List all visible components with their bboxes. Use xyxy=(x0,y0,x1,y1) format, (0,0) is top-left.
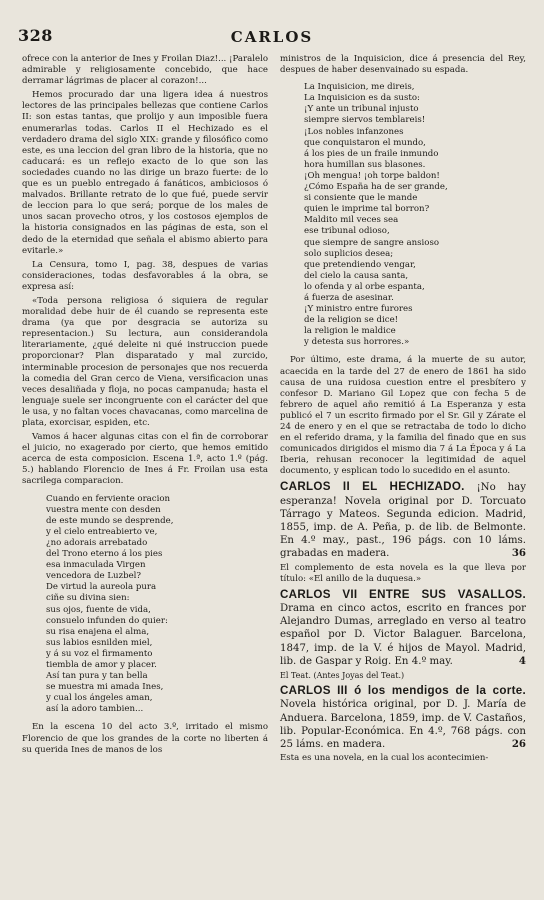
verse-line: que pretendiendo vengar, xyxy=(304,259,416,270)
verse-line: ¿no adorais arrebatado xyxy=(46,537,148,548)
verse-line: lo ofenda y al orbe espanta, xyxy=(304,281,425,292)
entry-text-block xyxy=(280,685,526,751)
verse-line: La Inquisicion es da susto: xyxy=(304,93,420,104)
verse-line: ¿Cómo España ha de ser grande, xyxy=(304,182,448,193)
verse-line: de este mundo se desprende, xyxy=(46,515,174,526)
verse-line: su risa enajena el alma, xyxy=(46,626,150,637)
entry-note: Esta es una novela, en la cual los acontecimien- xyxy=(280,753,489,764)
verse-line: así la adoro tambien... xyxy=(46,704,144,715)
verse-line: solo suplicios desea; xyxy=(304,248,394,259)
entry-note: El Teat. (Antes Joyas del Teat.) xyxy=(280,671,405,681)
verse-line: se muestra mi amada Ines, xyxy=(46,682,164,693)
verse-line: de la religion se dice! xyxy=(304,315,399,326)
verse-line: ¡Y ministro entre furores xyxy=(304,304,413,315)
entry-note: El complemento de esta novela es la que lleva por título: «El anillo de la duquesa.» xyxy=(280,562,526,584)
verse-line: consuelo infunden do quier: xyxy=(46,615,168,626)
verse-line: vencedora de Luzbel? xyxy=(46,571,142,582)
verse-block xyxy=(304,82,526,348)
catalog-entry xyxy=(280,589,526,681)
verse-line: La Inquisicion, me direis, xyxy=(304,82,415,93)
entry-price: 4 xyxy=(518,654,526,667)
entry-text-block xyxy=(280,481,526,560)
paragraph: ofrece con la anterior de Ines y Froilan Diaz!... ¡Paralelo admirable y religiosamente concebido, que hace derramar lágrimas de placer al corazon!... xyxy=(22,54,268,87)
verse-line: si consiente que le mande xyxy=(304,193,418,204)
page-number: 328 xyxy=(18,26,53,45)
catalog-entry xyxy=(280,481,526,584)
verse-line: tiembla de amor y placer. xyxy=(46,659,157,670)
entry-price: 26 xyxy=(511,738,526,750)
entry-price: 36 xyxy=(511,547,526,560)
verse-line: del Trono eterno á los pies xyxy=(46,549,163,560)
verse-line: De virtud la aureola pura xyxy=(46,582,157,593)
paragraph: Por último, este drama, á la muerte de su autor, acaecida en la tarde del 27 de enero de 1861 ha sido causa de una ruidosa cuestion entre el presbítero y confesor D. Mariano Gil Lopez que con fecha 5 de febrero de aquel año remitió á La Esperanza y esta publicó el 7 un escrito firmado por el Sr. Gil y Zárate el 24 de enero y en el que se retractaba de todo lo dicho en el referido drama, y la familia del finado que en sus comunicados dirigidos el mismo dia 7 á La Época y á La Iberia, rehusan reconocer la legitimidad de aquel documento, y esplican todo lo sucedido en el asunto. xyxy=(280,355,526,477)
entry-text-block xyxy=(280,589,526,668)
entry-heading: CARLOS II EL HECHIZADO. xyxy=(280,480,465,494)
entry-heading: CARLOS III ó los mendigos de la corte. xyxy=(280,684,526,698)
verse-line: esa inmaculada Virgen xyxy=(46,560,146,571)
verse-line: sus ojos, fuente de vida, xyxy=(46,604,151,615)
verse-line: ¡Oh mengua! ¡oh torpe baldon! xyxy=(304,170,440,181)
page-header xyxy=(0,26,544,50)
verse-line: y el cielo entreabierto ve, xyxy=(46,526,158,537)
verse-line: ciñe su divina sien: xyxy=(46,593,130,604)
paragraph: Hemos procurado dar una ligera idea á nuestros lectores de las principales bellezas que contiene Carlos II: son estas tantas, que prolijo y aun imposible fuera enumerarlas todas. Carlos II el Hechizado es el verdadero drama del siglo XIX: grande y filosófico como este, es una leccion del gran libro de la historia, que no caducará: es un reflejo exacto de lo que son las sociedades cuando no las dirige un brazo fuerte: de lo que es un pueblo entregado á fanáticos, ambiciosos ó malvados. Brillante retrato de lo que fué, puede servir de leccion para lo que será; porque de los males de unos sacan provecho otros, y los costosos ejemplos de la historia consignados en las páginas de esta, son el dedo de la eternidad que señala el abismo abierto para evitarle.» xyxy=(22,90,268,256)
left-column xyxy=(22,54,268,759)
verse-line: Cuando en ferviente oracion xyxy=(46,493,171,504)
paragraph: ministros de la Inquisicion, dice á presencia del Rey, despues de haber desenvainado su espada. xyxy=(280,54,526,76)
paragraph: En la escena 10 del acto 3.º, irritado el mismo Florencio de que los grandes de la corte no liberten á su querida Ines de manos de los xyxy=(22,722,268,755)
verse-line: sus labios esnilden miel, xyxy=(46,637,153,648)
verse-block xyxy=(46,494,268,716)
paragraph: Vamos á hacer algunas citas con el fin de corroborar el juicio, no exagerado por cierto, que hemos emitido acerca de esta composicion. Escena 1.ª, acto 1.º (pág. 5.) hablando Florencio de Ines á Fr. Froilan usa esta sacrilega comparacion. xyxy=(22,432,268,487)
verse-line: vuestra mente con desden xyxy=(46,504,161,515)
entry-heading: CARLOS VII ENTRE SUS VASALLOS. xyxy=(280,587,526,601)
verse-line: Maldito mil veces sea xyxy=(304,215,399,226)
entry-description: ¡No hay esperanza! Novela original por D. Torcuato Tárrago y Mateos. Segunda edicion. Madrid, 1855, imp. de A. Peña, p. de lib. de Belmonte. En 4.º may., past., 196 págs. con 10 láms. grabadas en madera. xyxy=(280,482,527,560)
verse-line: á los pies de un fraile inmundo xyxy=(304,148,439,159)
verse-line: la religion le maldice xyxy=(304,326,396,337)
verse-line: y á su voz el firmamento xyxy=(46,648,153,659)
quoted-paragraph: «Toda persona religiosa ó siquiera de regular moralidad debe huir de él cuando se representa este drama (ya que por desgracia se autoriza su representacion.) Su lectura, aun considerandola literariamente, ¿qué deleite ni qué instruccion puede proporcionar? Plan disparatado y mal zurcido, interminable procesion de personajes que nos recuerda la comedia del Gran cerco de Viena, versificacion unas veces desaliñada y floja, no pocas campanuda; hasta el lenguaje suele ser incongruente con el carácter del que le usa, y no faltan voces chavacanas, como marcelina de plata, exorcisar, espiden, etc. xyxy=(22,295,268,428)
running-title: CARLOS xyxy=(230,28,314,46)
verse-line: quien le imprime tal borron? xyxy=(304,204,430,215)
verse-line: siempre siervos temblareis! xyxy=(304,115,426,126)
verse-line: ¡Y ante un tribunal injusto xyxy=(304,104,419,115)
verse-line: á fuerza de asesinar. xyxy=(304,292,394,303)
verse-line: hora humillan sus blasones. xyxy=(304,159,426,170)
verse-line: que conquistaron el mundo, xyxy=(304,137,426,148)
catalog-entry xyxy=(280,685,526,764)
paragraph: La Censura, tomo I, pag. 38, despues de varias consideraciones, todas desfavorables á la obra, se expresa así: xyxy=(22,259,268,292)
right-column xyxy=(280,54,526,767)
verse-line: ese tribunal odioso, xyxy=(304,226,390,237)
verse-line: que siempre de sangre ansioso xyxy=(304,237,440,248)
verse-line: y detesta sus horrores.» xyxy=(304,337,410,348)
verse-line: Así tan pura y tan bella xyxy=(46,671,148,682)
entry-description: Drama en cinco actos, escrito en frances por Alejandro Dumas, arreglado en verso al teatro español por D. Victor Balaguer. Barcelona, 1847, imp. de la V. é hijos de Mayol. Madrid, lib. de Gaspar y Roig. En 4.º may. xyxy=(280,603,526,667)
verse-line: ¡Los nobles infanzones xyxy=(304,126,404,137)
verse-line: y cual los ángeles aman, xyxy=(46,693,153,704)
entry-description: Novela histórica original, por D. J. María de Anduera. Barcelona, 1859, imp. de V. Castaños, lib. Popular-Económica. En 4.º, 768 págs. con 25 láms. en madera. xyxy=(280,699,526,750)
verse-line: del cielo la causa santa, xyxy=(304,270,409,281)
